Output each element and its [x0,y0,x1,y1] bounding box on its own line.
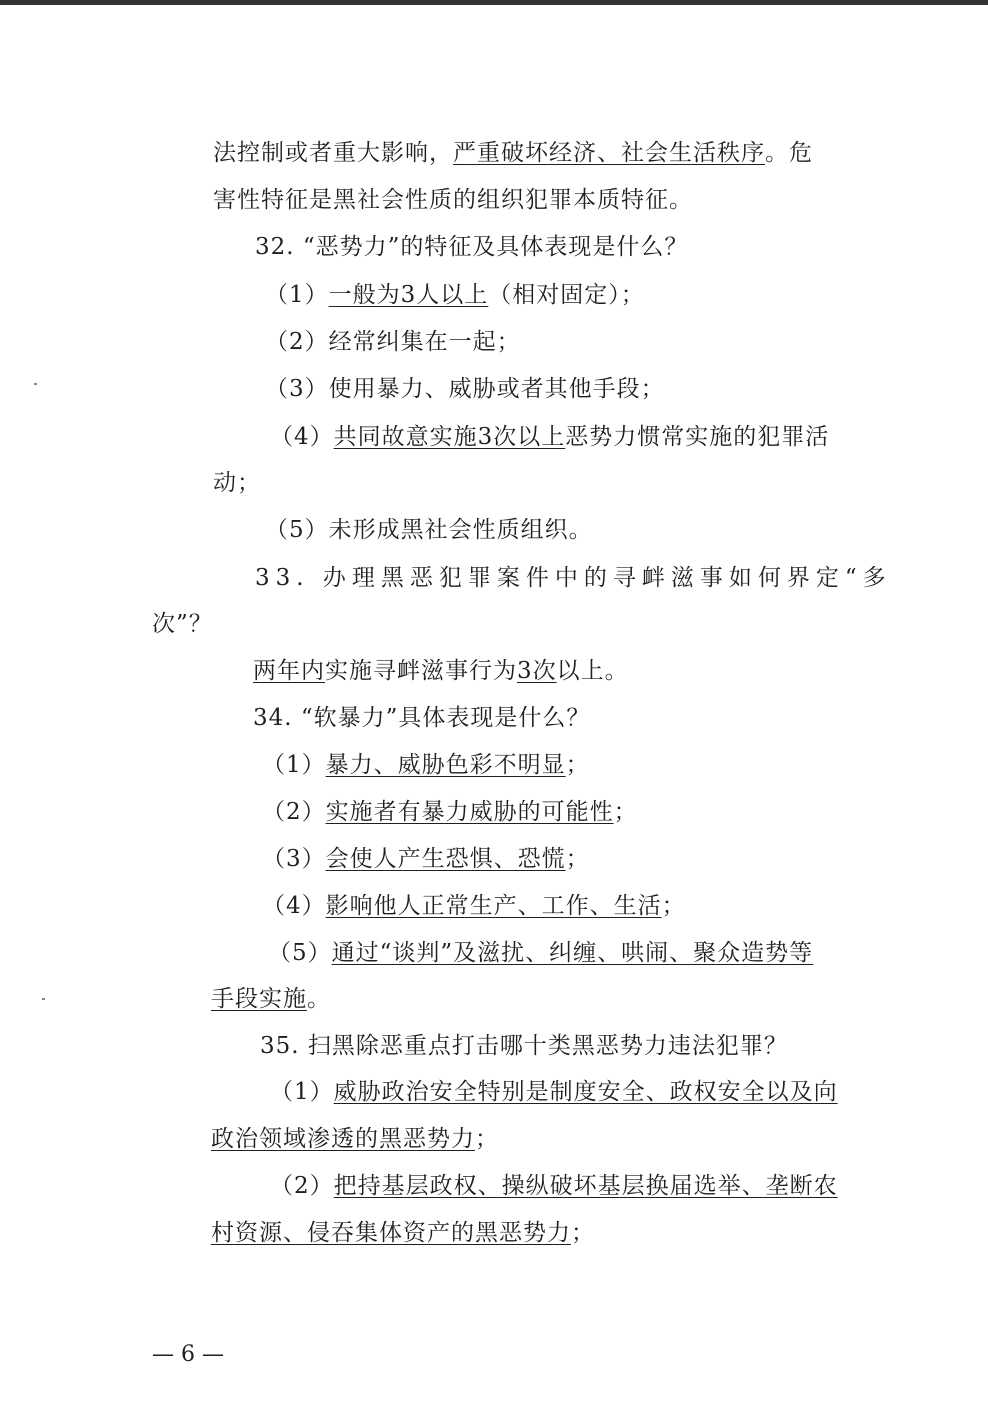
text-segment: （1） [265,282,329,308]
text-segment: （4） [270,424,334,450]
scan-speck [34,383,37,385]
underlined-text: 威胁政治安全特别是制度安全、政权安全以及向 [333,1079,838,1105]
list-item [265,374,665,404]
text-segment: （1） [270,1079,334,1105]
text-line [211,1218,595,1248]
text-segment: 33. 办理黑恶犯罪案件中的寻衅滋事如何界定“多 [255,565,892,591]
text-segment: 次”？ [152,611,213,637]
text-line [152,609,213,639]
list-item [270,422,829,452]
scan-top-border [0,0,988,5]
list-item [270,1077,838,1107]
question-heading [255,232,688,262]
text-segment: 34. “软暴力”具体表现是什么？ [253,705,591,731]
text-segment: ； [565,752,590,778]
text-segment: （5）未形成黑社会性质组织。 [265,517,593,543]
underlined-text: 会使人产生恐惧、恐慌 [325,846,566,872]
scan-speck [42,998,45,1000]
list-item [262,797,638,827]
list-item [262,891,686,921]
page-number: — 6 — [152,1342,224,1367]
text-segment: ； [565,846,590,872]
text-segment: （2） [270,1173,334,1199]
list-item [268,938,813,968]
text-segment: （1） [262,752,326,778]
list-item [265,327,521,357]
text-segment: 害性特征是黑社会性质的组织犯罪本质特征。 [213,187,693,213]
text-segment: ； [571,1220,595,1246]
answer-line [253,656,629,686]
text-segment: （4） [262,893,326,919]
underlined-text: 两年内 [253,658,325,684]
list-item [262,844,590,874]
list-item [270,1171,838,1201]
underlined-text: 手段实施 [211,986,307,1012]
underlined-text: 把持基层政权、操纵破坏基层换届选举、垄断农 [333,1173,838,1199]
text-segment: ； [475,1126,499,1152]
list-item [262,750,590,780]
text-line [213,468,261,498]
text-segment: ； [613,799,638,825]
text-segment: 。 [307,986,331,1012]
text-segment: （3）使用暴力、威胁或者其他手段； [265,376,665,402]
underlined-text: 一般为3人以上 [328,282,489,308]
underlined-text: 影响他人正常生产、工作、生活 [325,893,662,919]
underlined-text: 通过“谈判”及滋扰、纠缠、哄闹、聚众造势等 [331,940,814,966]
text-line [213,138,813,168]
text-segment: （相对固定）； [488,282,645,308]
question-heading [255,563,892,593]
text-segment: 。危 [765,140,813,166]
text-segment: （2）经常纠集在一起； [265,329,521,355]
underlined-text: 村资源、侵吞集体资产的黑恶势力 [211,1220,571,1246]
text-segment: （2） [262,799,326,825]
text-segment: 35. 扫黑除恶重点打击哪十类黑恶势力违法犯罪？ [260,1033,788,1059]
text-segment: ； [661,893,686,919]
text-segment: 实施寻衅滋事行为 [325,658,517,684]
text-segment: （5） [268,940,332,966]
text-segment: 32. “恶势力”的特征及具体表现是什么？ [255,234,689,260]
list-item [265,280,645,310]
underlined-text: 暴力、威胁色彩不明显 [325,752,566,778]
question-heading [253,703,590,733]
text-segment: 恶势力惯常实施的犯罪活 [565,424,830,450]
list-item [265,515,593,545]
text-segment: 动； [213,470,261,496]
text-line [211,1124,499,1154]
text-segment: （3） [262,846,326,872]
underlined-text: 3次 [517,658,557,684]
question-heading [260,1031,788,1061]
underlined-text: 共同故意实施3次以上 [333,424,566,450]
underlined-text: 实施者有暴力威胁的可能性 [325,799,614,825]
underlined-text: 政治领域渗透的黑恶势力 [211,1126,475,1152]
text-line [213,185,693,215]
underlined-text: 严重破坏经济、社会生活秩序 [453,140,765,166]
text-segment: 以上。 [556,658,629,684]
text-line [211,984,331,1014]
text-segment: 法控制或者重大影响， [213,140,453,166]
